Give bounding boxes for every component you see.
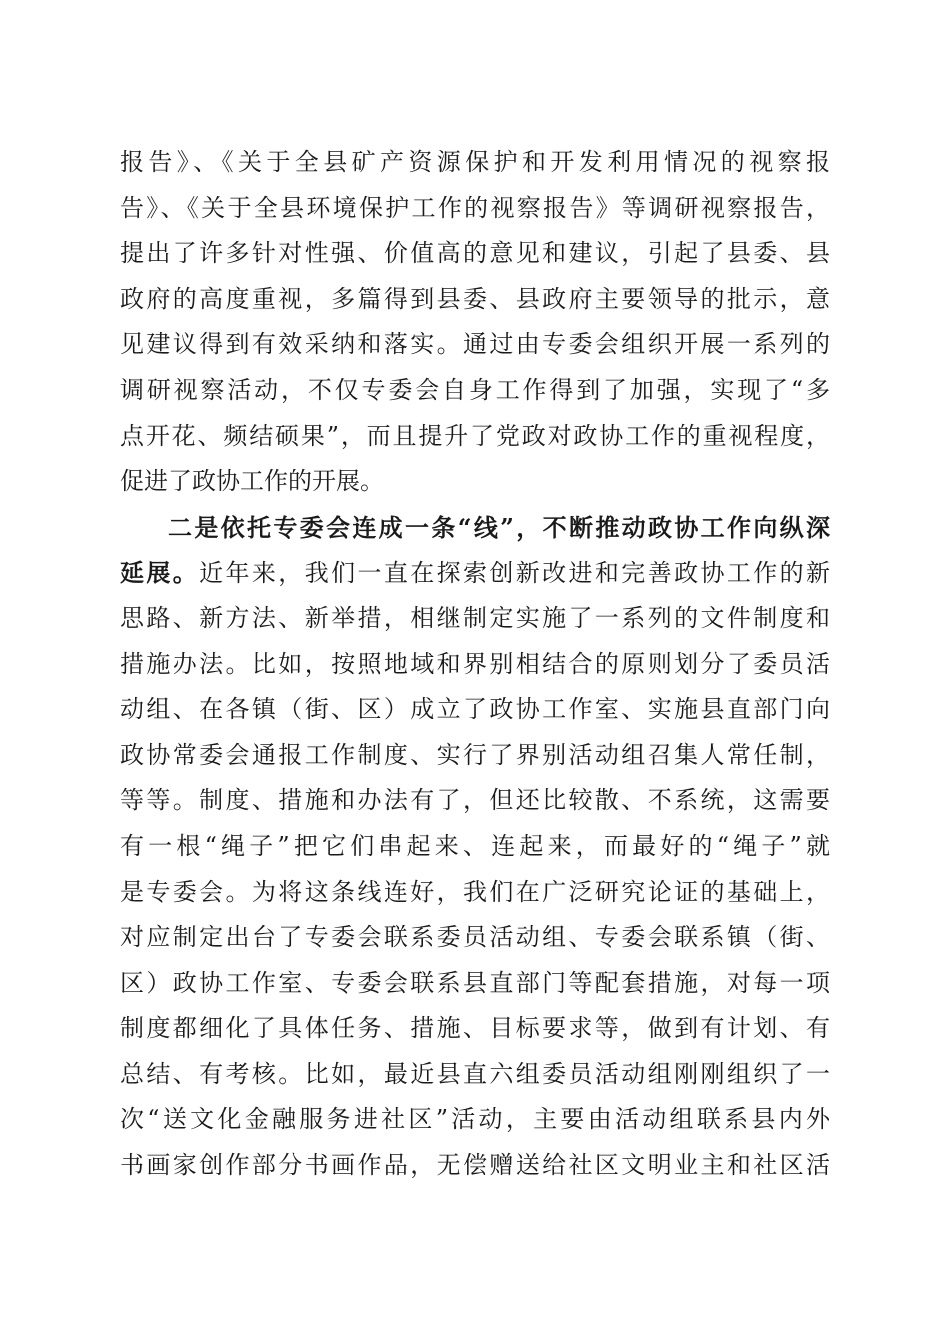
paragraph-2-line-13: 总结、有考核。比如，最近县直六组委员活动组刚刚组织了一 bbox=[120, 1059, 830, 1088]
paragraph-2-line-14: 次“送文化金融服务进社区”活动，主要由活动组联系县内外 bbox=[120, 1105, 830, 1134]
paragraph-2-line-2 bbox=[120, 550, 830, 596]
paragraph-2-line-10: 对应制定出台了专委会联系委员活动组、专委会联系镇（街、 bbox=[120, 923, 830, 952]
paragraph-2-line-5: 动组、在各镇（街、区）成立了政协工作室、实施县直部门向 bbox=[120, 695, 830, 724]
paragraph-1-line-1: 报告》、《关于全县矿产资源保护和开发利用情况的视察报 bbox=[120, 148, 830, 176]
paragraph-2-line-15: 书画家创作部分书画作品，无偿赠送给社区文明业主和社区活 bbox=[120, 1151, 830, 1180]
paragraph-1-line-8: 促进了政协工作的开展。 bbox=[120, 467, 384, 496]
body-text bbox=[120, 140, 830, 1189]
paragraph-2-heading: 二是依托专委会连成一条“线”，不断推动政协工作向纵深 bbox=[168, 512, 830, 542]
paragraph-2-line-4: 措施办法。比如，按照地域和界别相结合的原则划分了委员活 bbox=[120, 649, 830, 678]
paragraph-2-heading-tail: 延展。 bbox=[120, 558, 200, 588]
paragraph-2-line-11: 区）政协工作室、专委会联系县直部门等配套措施，对每一项 bbox=[120, 968, 830, 997]
paragraph-1-line-6: 调研视察活动，不仅专委会自身工作得到了加强，实现了“多 bbox=[120, 375, 830, 404]
paragraph-1-line-2: 告》、《关于全县环境保护工作的视察报告》等调研视察报告， bbox=[120, 193, 830, 222]
paragraph-2-line-2-rest: 近年来，我们一直在探索创新改进和完善政协工作的新 bbox=[199, 559, 830, 588]
paragraph-1-line-4: 政府的高度重视，多篇得到县委、县政府主要领导的批示，意 bbox=[120, 284, 830, 313]
paragraph-2-line-12: 制度都细化了具体任务、措施、目标要求等，做到有计划、有 bbox=[120, 1014, 830, 1043]
paragraph-1-line-5: 见建议得到有效采纳和落实。通过由专委会组织开展一系列的 bbox=[120, 330, 830, 359]
paragraph-2-line-7: 等等。制度、措施和办法有了，但还比较散、不系统，这需要 bbox=[120, 786, 830, 815]
paragraph-1-line-7: 点开花、频结硕果”，而且提升了党政对政协工作的重视程度， bbox=[120, 421, 830, 450]
paragraph-2-line-3: 思路、新方法、新举措，相继制定实施了一系列的文件制度和 bbox=[120, 603, 830, 632]
paragraph-1-line-3: 提出了许多针对性强、价值高的意见和建议，引起了县委、县 bbox=[120, 239, 830, 268]
paragraph-2-line-9: 是专委会。为将这条线连好，我们在广泛研究论证的基础上， bbox=[120, 877, 830, 906]
paragraph-2-line-6: 政协常委会通报工作制度、实行了界别活动组召集人常任制， bbox=[120, 740, 830, 769]
paragraph-2-line-8: 有一根“绳子”把它们串起来、连起来，而最好的“绳子”就 bbox=[120, 831, 830, 860]
